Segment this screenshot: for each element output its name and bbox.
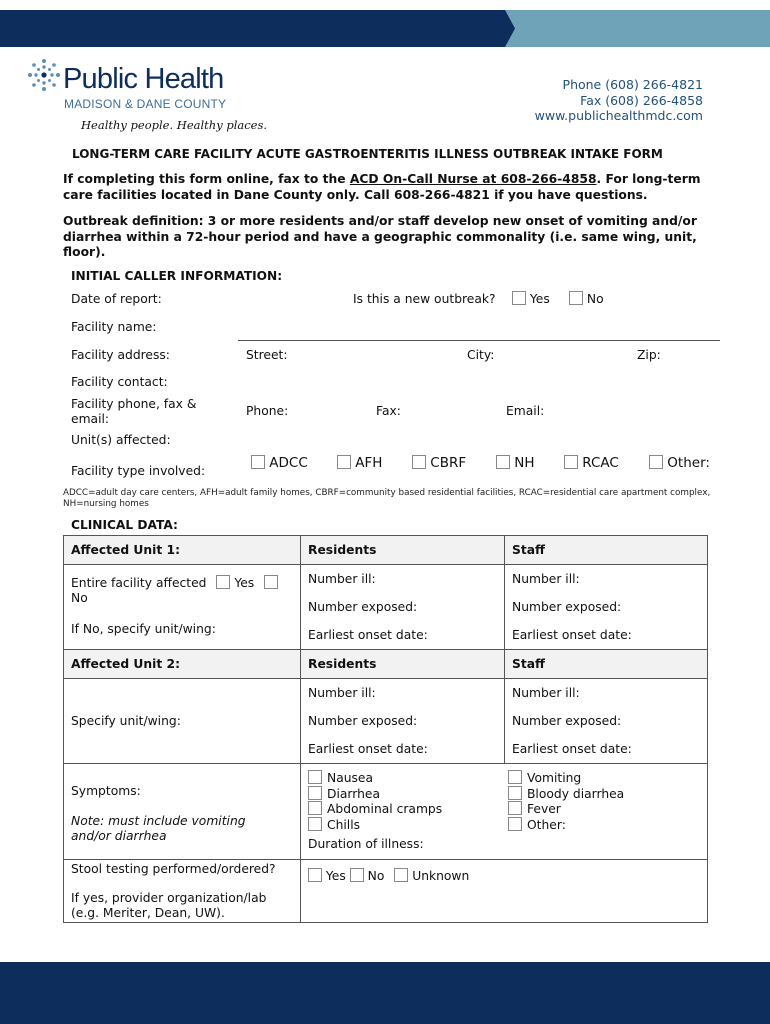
provider-lab-label: If yes, provider organization/lab (e.g. Meriter, Dean, UW). — [71, 891, 267, 920]
logo-tagline: Healthy people. Healthy places. — [81, 118, 268, 132]
facility-name-label: Facility name: — [71, 320, 157, 334]
unit2-staff-onset: Earliest onset date: — [512, 742, 632, 756]
symptoms-row — [64, 764, 708, 860]
facility-type-footnote: ADCC=adult day care centers, AFH=adult family homes, CBRF=community based residential facilities, RCAC=residential care apartment complex, NH=nursing homes — [63, 488, 711, 509]
facility-type-rcac[interactable] — [564, 455, 619, 471]
symptom-chills[interactable] — [308, 817, 442, 833]
facility-name-line — [238, 340, 720, 341]
contact-website[interactable]: www.publichealthmdc.com — [534, 108, 703, 123]
header-banner-accent — [505, 10, 770, 47]
phone-label: Phone: — [246, 404, 289, 418]
symptom-nausea[interactable] — [308, 770, 442, 786]
logo-title: Public Health — [63, 63, 224, 95]
contact-fax: Fax (608) 266-4858 — [580, 92, 703, 108]
unit2-residents-cell — [301, 679, 505, 764]
unit1-residents-exposed: Number exposed: — [308, 600, 418, 614]
facility-type-adcc[interactable] — [251, 455, 308, 471]
nausea-label: Nausea — [327, 771, 374, 785]
unit1-row — [64, 565, 708, 650]
new-outbreak-no[interactable] — [569, 291, 604, 307]
stool-yes-checkbox[interactable] — [308, 868, 322, 882]
new-outbreak-yes[interactable] — [512, 291, 550, 307]
unit1-residents-cell — [301, 565, 505, 650]
unit1-staff-header: Staff — [505, 536, 708, 565]
fever-label: Fever — [527, 802, 561, 816]
unit2-staff-ill: Number ill: — [512, 686, 580, 700]
abdominal-cramps-label: Abdominal cramps — [327, 802, 443, 816]
starburst-logo-icon — [26, 57, 62, 93]
adcc-checkbox[interactable] — [251, 455, 265, 469]
bloody-diarrhea-label: Bloody diarrhea — [527, 786, 625, 801]
symptom-bloody-diarrhea[interactable] — [508, 786, 624, 802]
form-title: LONG-TERM CARE FACILITY ACUTE GASTROENTERITIS ILLNESS OUTBREAK INTAKE FORM — [72, 147, 663, 161]
cbrf-checkbox[interactable] — [412, 455, 426, 469]
abdominal-cramps-checkbox[interactable] — [308, 801, 322, 815]
zip-label: Zip: — [637, 348, 661, 362]
email-label: Email: — [506, 404, 545, 418]
facility-type-cbrf[interactable] — [412, 455, 466, 471]
vomiting-checkbox[interactable] — [508, 770, 522, 784]
fever-checkbox[interactable] — [508, 801, 522, 815]
clinical-data-table — [63, 535, 708, 923]
nh-label: NH — [514, 455, 535, 471]
facility-phone-fax-email-label: Facility phone, fax & email: — [71, 397, 197, 426]
clinical-data-heading: CLINICAL DATA: — [71, 518, 178, 532]
stool-testing-options — [308, 868, 469, 884]
new-outbreak-no-checkbox[interactable] — [569, 291, 583, 305]
if-no-specify-label: If No, specify unit/wing: — [71, 622, 216, 636]
stool-no-checkbox[interactable] — [350, 868, 364, 882]
symptom-diarrhea[interactable] — [308, 786, 442, 802]
chills-checkbox[interactable] — [308, 817, 322, 831]
fax-label: Fax: — [376, 404, 401, 418]
unit1-left-cell — [64, 565, 301, 650]
stool-no-label: No — [367, 869, 385, 883]
facility-address-label: Facility address: — [71, 348, 170, 362]
other-checkbox[interactable] — [649, 455, 663, 469]
public-health-logo — [26, 57, 268, 137]
initial-caller-heading: INITIAL CALLER INFORMATION: — [71, 269, 283, 283]
unit1-staff-exposed: Number exposed: — [512, 600, 622, 614]
stool-testing-options-cell — [301, 860, 708, 923]
unit2-residents-ill: Number ill: — [308, 686, 376, 700]
outbreak-definition: Outbreak definition: 3 or more residents and/or staff develop new onset of vomiting and/or diarrhea within a 72-hour period and have a geographic commonality (i.e. same wing, unit, floor). — [63, 214, 697, 259]
specify-unit-label: Specify unit/wing: — [71, 714, 181, 728]
facility-type-other[interactable] — [649, 455, 710, 471]
unit1-residents-header: Residents — [301, 536, 505, 565]
symptom-other-label: Other: — [527, 817, 566, 832]
intro-text-post: . For long-term care facilities located in Dane County only. Call 608-266-4821 if you have questions. — [63, 172, 701, 202]
logo-subtitle: MADISON & DANE COUNTY — [64, 97, 227, 111]
unit1-residents-ill: Number ill: — [308, 572, 376, 586]
afh-label: AFH — [355, 455, 383, 471]
unit2-header-row — [64, 650, 708, 679]
symptoms-left-list — [308, 770, 442, 832]
bloody-diarrhea-checkbox[interactable] — [508, 786, 522, 800]
stool-testing-label: Stool testing performed/ordered? — [71, 862, 276, 876]
unit2-residents-header: Residents — [301, 650, 505, 679]
stool-yes-label: Yes — [325, 869, 346, 883]
unit1-staff-cell — [505, 565, 708, 650]
facility-type-label: Facility type involved: — [71, 464, 206, 478]
rcac-label: RCAC — [582, 455, 619, 471]
unit2-staff-cell — [505, 679, 708, 764]
entire-facility-label: Entire facility affected — [71, 576, 207, 590]
unit2-header: Affected Unit 2: — [64, 650, 301, 679]
duration-label: Duration of illness: — [308, 837, 424, 851]
unit1-header: Affected Unit 1: — [64, 536, 301, 565]
unit1-residents-onset: Earliest onset date: — [308, 628, 428, 642]
facility-contact-label: Facility contact: — [71, 375, 168, 389]
symptom-other[interactable] — [508, 817, 624, 833]
date-of-report-label: Date of report: — [71, 292, 162, 306]
chills-label: Chills — [327, 817, 361, 832]
symptoms-note: Note: must include vomiting and/or diarrhea — [71, 814, 246, 843]
intro-text-pre: If completing this form online, fax to the — [63, 172, 350, 186]
symptom-other-checkbox[interactable] — [508, 817, 522, 831]
entire-facility-no-label: No — [71, 591, 88, 605]
diarrhea-label: Diarrhea — [327, 786, 380, 801]
cbrf-label: CBRF — [430, 455, 467, 471]
city-label: City: — [467, 348, 495, 362]
header-banner — [0, 10, 770, 47]
unit2-row — [64, 679, 708, 764]
adcc-label: ADCC — [269, 455, 308, 471]
unit2-residents-exposed: Number exposed: — [308, 714, 418, 728]
unit1-header-row — [64, 536, 708, 565]
symptom-fever[interactable] — [508, 801, 624, 817]
footer-banner — [0, 962, 770, 1024]
new-outbreak-question: Is this a new outbreak? — [353, 292, 496, 306]
symptom-vomiting[interactable] — [508, 770, 624, 786]
nh-checkbox[interactable] — [496, 455, 510, 469]
symptoms-options-cell — [301, 764, 708, 860]
entire-facility-block — [71, 575, 296, 606]
new-outbreak-yes-checkbox[interactable] — [512, 291, 526, 305]
facility-type-afh[interactable] — [337, 455, 382, 471]
unit2-staff-exposed: Number exposed: — [512, 714, 622, 728]
units-affected-label: Unit(s) affected: — [71, 433, 171, 447]
rcac-checkbox[interactable] — [564, 455, 578, 469]
symptoms-right-list — [508, 770, 624, 832]
diarrhea-checkbox[interactable] — [308, 786, 322, 800]
symptom-abdominal-cramps[interactable] — [308, 801, 442, 817]
symptoms-label: Symptoms: — [71, 784, 141, 798]
stool-testing-left-cell — [64, 860, 301, 923]
contact-block — [535, 77, 703, 124]
symptoms-left-cell — [64, 764, 301, 860]
facility-type-nh[interactable] — [496, 455, 535, 471]
new-outbreak-no-label: No — [586, 292, 604, 306]
unit1-staff-onset: Earliest onset date: — [512, 628, 632, 642]
other-label: Other: — [667, 455, 710, 471]
entire-facility-yes-checkbox[interactable] — [216, 575, 230, 589]
stool-unknown-checkbox[interactable] — [394, 868, 408, 882]
stool-unknown-label: Unknown — [412, 869, 470, 883]
unit1-staff-ill: Number ill: — [512, 572, 580, 586]
entire-facility-yes-label: Yes — [234, 576, 255, 590]
new-outbreak-yes-label: Yes — [529, 292, 550, 306]
unit2-residents-onset: Earliest onset date: — [308, 742, 428, 756]
afh-checkbox[interactable] — [337, 455, 351, 469]
on-call-nurse-link[interactable]: ACD On-Call Nurse at 608-266-4858 — [349, 172, 597, 186]
intro-paragraph — [63, 172, 713, 203]
unit2-left-cell — [64, 679, 301, 764]
nausea-checkbox[interactable] — [308, 770, 322, 784]
entire-facility-no-checkbox[interactable] — [264, 575, 278, 589]
stool-testing-row — [64, 860, 708, 923]
vomiting-label: Vomiting — [527, 771, 582, 785]
street-label: Street: — [246, 348, 288, 362]
contact-phone: Phone (608) 266-4821 — [562, 77, 703, 92]
unit2-staff-header: Staff — [505, 650, 708, 679]
